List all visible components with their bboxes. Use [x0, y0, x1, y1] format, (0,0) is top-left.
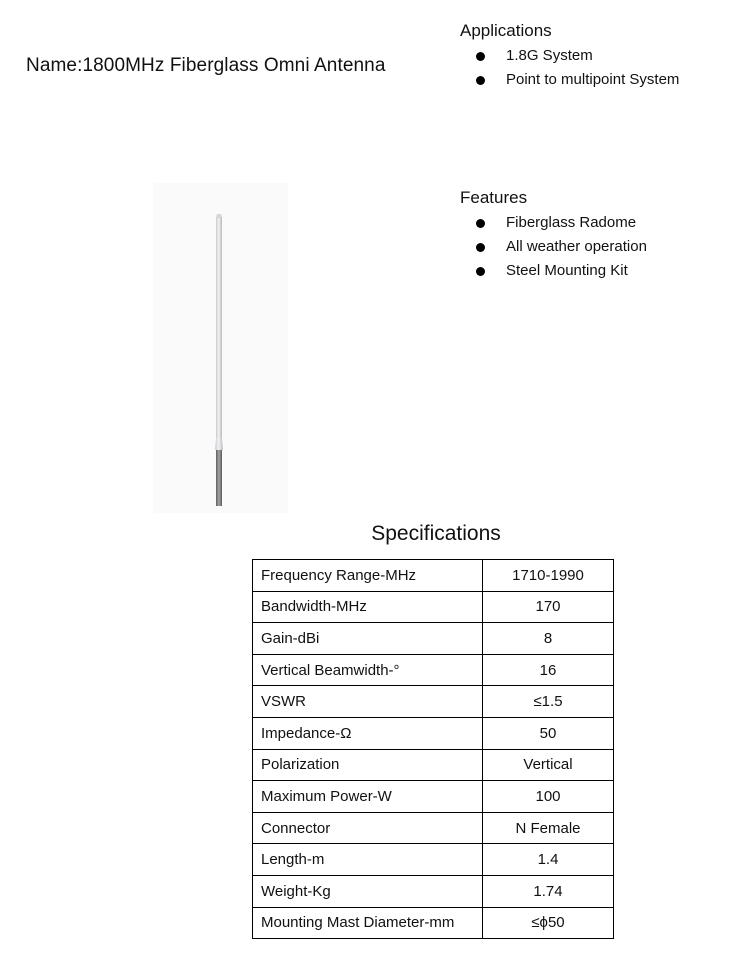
applications-list: [476, 44, 679, 92]
spec-param: Mounting Mast Diameter-mm: [253, 907, 483, 939]
antenna-mount: [216, 450, 222, 506]
spec-param: Vertical Beamwidth-°: [253, 654, 483, 686]
application-label: Point to multipoint System: [506, 71, 680, 88]
spec-value: 50: [483, 717, 614, 749]
antenna-base-taper: [215, 438, 223, 450]
spec-value: 1710-1990: [483, 560, 614, 592]
features-list: [476, 211, 647, 283]
list-item: [476, 211, 647, 235]
feature-label: Fiberglass Radome: [506, 214, 637, 231]
list-item: [476, 259, 647, 283]
spec-value: 170: [483, 591, 614, 623]
table-row: [253, 654, 614, 686]
spec-value: N Female: [483, 812, 614, 844]
spec-value: 8: [483, 623, 614, 655]
table-row: [253, 749, 614, 781]
table-row: [253, 907, 614, 939]
list-item: [476, 235, 647, 259]
table-row: [253, 875, 614, 907]
features-title: Features: [460, 188, 528, 207]
applications-title: Applications: [460, 21, 552, 40]
antenna-radome: [216, 216, 222, 440]
table-row: [253, 717, 614, 749]
table-row: [253, 623, 614, 655]
spec-value: ≤1.5: [483, 686, 614, 718]
bullet-icon: [476, 219, 485, 228]
spec-param: Maximum Power-W: [253, 781, 483, 813]
spec-value: 1.4: [483, 844, 614, 876]
spec-param: Polarization: [253, 749, 483, 781]
feature-label: All weather operation: [506, 238, 647, 255]
bullet-icon: [476, 267, 485, 276]
spec-param: Weight-Kg: [253, 875, 483, 907]
table-row: [253, 844, 614, 876]
list-item: [476, 68, 679, 92]
table-row: [253, 591, 614, 623]
table-row: [253, 686, 614, 718]
bullet-icon: [476, 243, 485, 252]
application-label: 1.8G System: [506, 47, 593, 64]
spec-value: 100: [483, 781, 614, 813]
spec-param: Impedance-Ω: [253, 717, 483, 749]
spec-param: Frequency Range-MHz: [253, 560, 483, 592]
spec-value: ≤ϕ50: [483, 907, 614, 939]
bullet-icon: [476, 76, 485, 85]
specifications-title: Specifications: [371, 522, 501, 545]
list-item: [476, 44, 679, 68]
spec-value: 16: [483, 654, 614, 686]
bullet-icon: [476, 52, 485, 61]
specifications-table: [252, 559, 614, 939]
spec-value: 1.74: [483, 875, 614, 907]
table-row: [253, 560, 614, 592]
product-name: Name:1800MHz Fiberglass Omni Antenna: [26, 55, 386, 76]
antenna-cap: [217, 214, 222, 218]
spec-param: Gain-dBi: [253, 623, 483, 655]
antenna-image: [205, 210, 235, 510]
spec-param: VSWR: [253, 686, 483, 718]
spec-param: Bandwidth-MHz: [253, 591, 483, 623]
spec-param: Length-m: [253, 844, 483, 876]
spec-value: Vertical: [483, 749, 614, 781]
spec-param: Connector: [253, 812, 483, 844]
table-row: [253, 781, 614, 813]
table-row: [253, 812, 614, 844]
feature-label: Steel Mounting Kit: [506, 262, 628, 279]
